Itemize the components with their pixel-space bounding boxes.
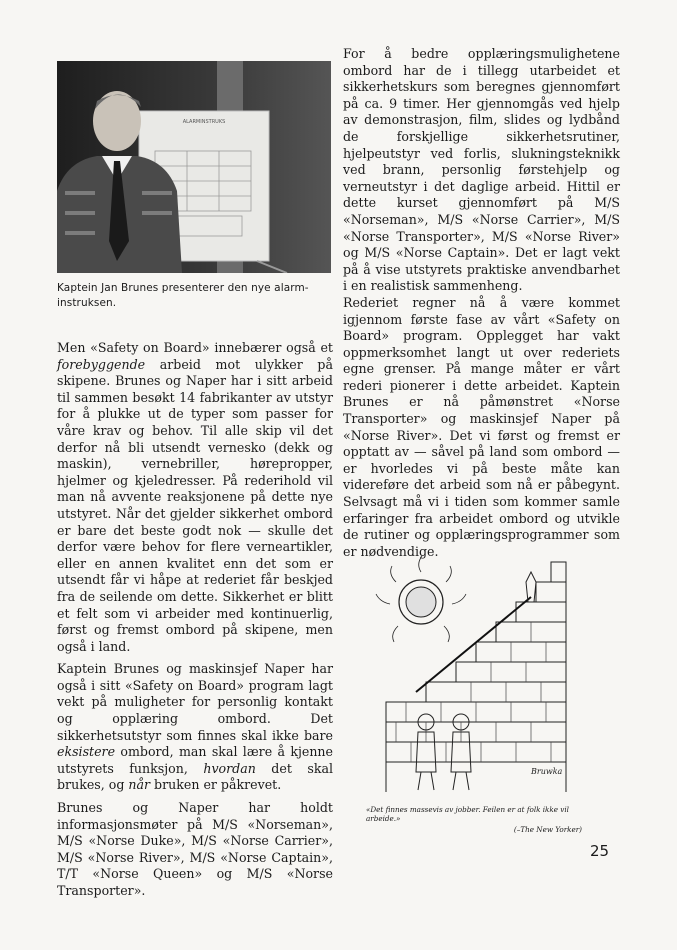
cartoon-illustration xyxy=(366,542,586,804)
right-column xyxy=(343,46,620,560)
cartoon-pyramid xyxy=(366,542,586,824)
photo-caption: Kaptein Jan Brunes presenterer den nye alarm-instruksen. xyxy=(57,282,309,309)
page-number: 25 xyxy=(590,842,610,860)
left-column xyxy=(57,340,333,900)
cartoon-source: (–The New Yorker) xyxy=(513,825,582,834)
cartoon-caption-block xyxy=(366,805,582,834)
text-run: Rederiet regner nå å være kommet igjennom første fase av vårt «Safety on Board» program. Opplegget har vakt oppmerksomhet langt ut over rederiets egne grenser. På mange måter er vårt rederi pionerer i dette arbeidet. Kaptein Brunes er nå påmønstret «Norse Transporter» og maskinsjef Naper på «Norse River». Det vi først og fremst er opptatt av — såvel på land som ombord — er hvorledes vi på beste måte kan videreføre det arbeid som nå er påbegynt. Selvsagt må vi i tiden som kommer samle erfaringer fra arbeidet ombord og utvikle de rutiner og opplæringsprogrammer som er nødvendige. xyxy=(343,294,620,559)
text-run: arbeid mot ulykker på skipene. Brunes og Naper har i sitt arbeid til sammen besøkt 14 fabrikanter av utstyr for å plukke ut de typer som passer for våre krav og behov. Til alle skip vil det derfor nå bli utsendt vernesko (dekk og maskin), vernebriller, hørepropper, hjelmer og kjeledresser. På rederihold vil man nå avvente reaksjonene på dette nye utstyret. Når det gjelder sikkerhet ombord er bare det beste godt nok — skulle det derfor være behov for flere verneartikler, eller en annen kvalitet enn det som er utsendt får vi håpe at rederiet får beskjed fra de seilende om dette. Sikkerhet er blitt et felt som vi arbeider med kontinuerlig, først og fremst ombord på skipene, men også i land. xyxy=(57,356,333,654)
right-paragraph-2 xyxy=(343,295,620,561)
emphasized-text: eksistere xyxy=(57,744,116,760)
left-paragraph-3 xyxy=(57,800,333,900)
text-run: ombord, man skal lære å kjenne utstyrets funksjon, xyxy=(57,744,333,776)
emphasized-text: når xyxy=(128,777,151,793)
left-paragraph-1 xyxy=(57,340,333,655)
emphasized-text: forebyggende xyxy=(57,356,146,372)
cartoon-signature: Bruwka xyxy=(531,767,563,776)
text-run: Men «Safety on Board» innebærer også et xyxy=(57,340,333,355)
cartoon-caption: «Det finnes massevis av jobber. Feilen er at folk ikke vil arbeide.» xyxy=(366,805,569,823)
emphasized-text: hvordan xyxy=(203,760,256,776)
photo-illustration xyxy=(57,61,331,273)
text-run: Kaptein Brunes og maskinsjef Naper har også i sitt «Safety on Board» program lagt vekt på muligheter for personlig kontakt og opplæring ombord. Det sikkerhetsutstyr som finnes skal ikke bare xyxy=(57,661,333,743)
text-run: For å bedre opplæringsmulighetene ombord har de i tillegg utarbeidet et sikkerhetskurs som beregnes gjennomført på ca. 9 timer. Her gjennomgås ved hjelp av demonstrasjon, film, slides og lydbånd de forskjellige sikkerhetsrutiner, hjelpeutstyr ved forlis, slukningsteknikk ved brann, personlig førstehjelp og verneutstyr i det daglige arbeid. Hittil er dette kurset gjennomført på M/S «Norseman», M/S «Norse Carrier», M/S «Norse Transporter», M/S «Norse River» og M/S «Norse Captain». Det er lagt vekt på å vise utstyrets praktiske anvendbarhet i en realistisk sammenheng. xyxy=(343,46,620,294)
text-run: Brunes og Naper har holdt informasjonsmøter på M/S «Norseman», M/S «Norse Duke», M/S «Norse Carrier», M/S «Norse River», M/S «Norse Captain», T/T «Norse Queen» og M/S «Norse Transporter». xyxy=(57,800,333,898)
text-run: det skal brukes, og xyxy=(57,760,333,793)
right-paragraph-1 xyxy=(343,46,620,295)
alarm-board-label: ALARMINSTRUKS xyxy=(182,119,226,125)
left-paragraph-2 xyxy=(57,661,333,794)
text-run: bruken er påkrevet. xyxy=(150,777,282,793)
photo-captain-with-alarm-chart xyxy=(57,61,331,273)
